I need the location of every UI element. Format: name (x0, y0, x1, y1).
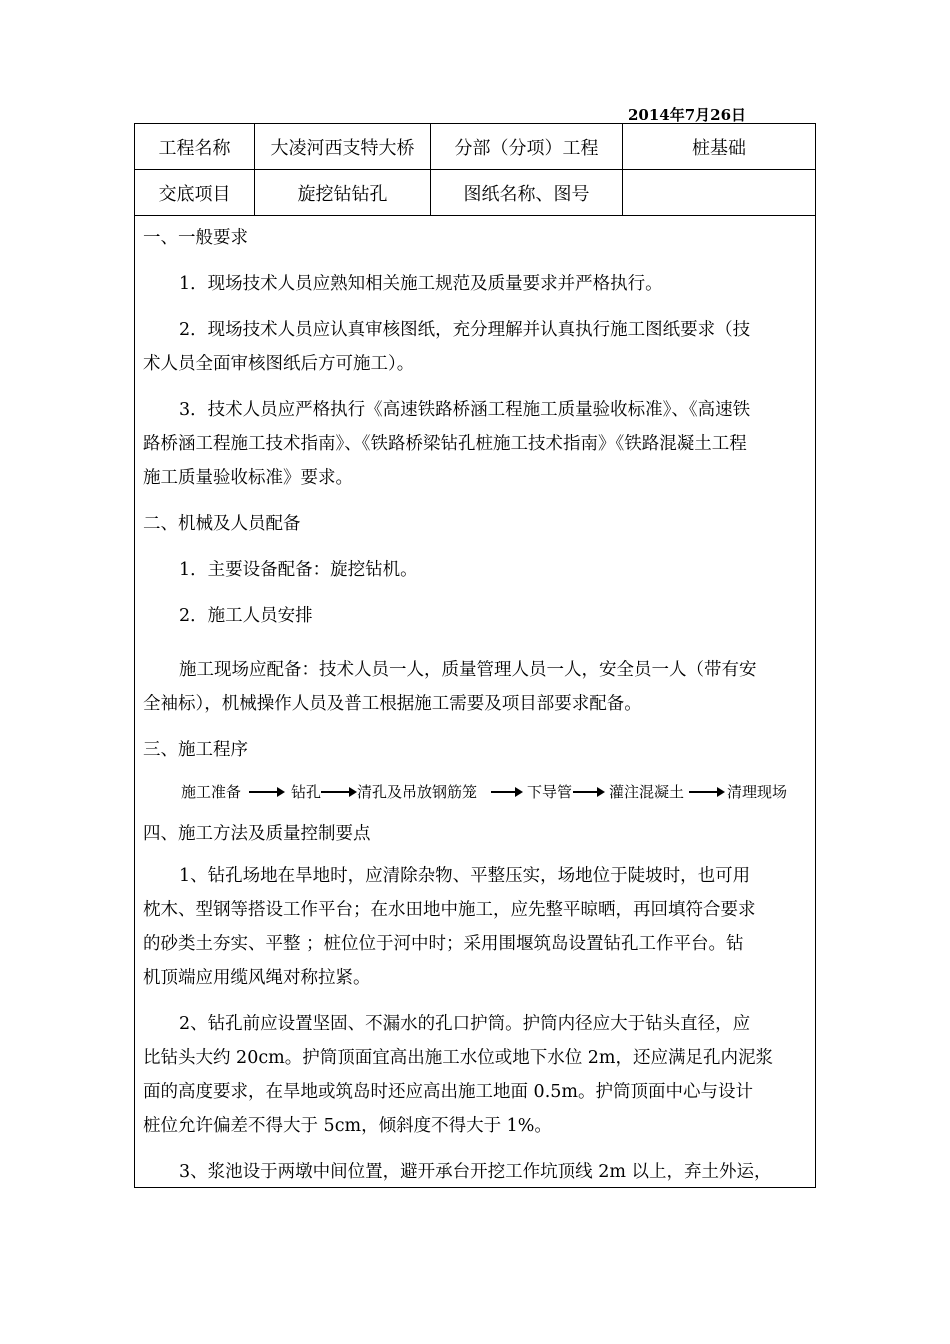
header-row-1 (135, 124, 815, 170)
text-line: 比钻头大约 20cm。护筒顶面宜高出施工水位或地下水位 2m，还应满足孔内泥浆 (143, 1048, 774, 1068)
label-sub-project: 分部（分项）工程 (431, 124, 623, 169)
text-line: 2、钻孔前应设置坚固、不漏水的孔口护筒。护筒内径应大于钻头直径，应 (179, 1014, 751, 1034)
arrow-right-icon (573, 791, 603, 793)
value-drawing-number (623, 170, 815, 215)
text-line: 3、浆池设于两墩中间位置，避开承台开挖工作坑顶线 2m 以上，弃土外运， (179, 1162, 772, 1182)
value-project-name: 大凌河西支特大桥 (255, 124, 431, 169)
flow-step: 清理现场 (727, 783, 788, 801)
text-line: 的砂类土夯实、平整 ；桩位位于河中时；采用围堰筑岛设置钻孔工作平台。钻 (143, 934, 744, 954)
heading-machinery-personnel: 二、机械及人员配备 (143, 514, 301, 534)
text-line: 2．施工人员安排 (179, 606, 313, 626)
text-line: 2．现场技术人员应认真审核图纸，充分理解并认真执行施工图纸要求（技 (179, 320, 751, 340)
value-disclosure-item: 旋挖钻钻孔 (255, 170, 431, 215)
flow-step: 下导管 (527, 783, 573, 801)
arrow-right-icon (689, 791, 723, 793)
document-date: 2014年7月26日 (628, 106, 747, 124)
arrow-right-icon (321, 791, 355, 793)
label-project-name: 工程名称 (135, 124, 255, 169)
text-line: 全袖标），机械操作人员及普工根据施工需要及项目部要求配备。 (143, 694, 642, 714)
label-drawing-number: 图纸名称、图号 (431, 170, 623, 215)
text-line: 枕木、型钢等搭设工作平台；在水田地中施工，应先整平晾晒，再回填符合要求 (143, 900, 756, 920)
text-line: 1．主要设备配备：旋挖钻机。 (179, 560, 418, 580)
heading-construction-method: 四、施工方法及质量控制要点 (143, 824, 371, 844)
flow-step: 清孔及吊放钢筋笼 (357, 783, 478, 801)
text-line: 桩位允许偏差不得大于 5cm，倾斜度不得大于 1%。 (143, 1116, 552, 1136)
arrow-right-icon (491, 791, 521, 793)
text-line: 机顶端应用缆风绳对称拉紧。 (143, 968, 371, 988)
flow-step: 施工准备 (181, 783, 242, 801)
text-line: 路桥涵工程施工技术指南》、《铁路桥梁钻孔桩施工技术指南》《铁路混凝土工程 (143, 434, 747, 454)
label-disclosure-item: 交底项目 (135, 170, 255, 215)
text-line: 施工现场应配备：技术人员一人，质量管理人员一人，安全员一人（带有安 (179, 660, 757, 680)
text-line: 3．技术人员应严格执行《高速铁路桥涵工程施工质量验收标准》、《高速铁 (179, 400, 751, 420)
text-line: 术人员全面审核图纸后方可施工）。 (143, 354, 415, 374)
heading-construction-procedure: 三、施工程序 (143, 740, 248, 760)
disclosure-table (134, 123, 816, 1188)
arrow-right-icon (249, 791, 283, 793)
flow-step: 钻孔 (291, 783, 322, 801)
flow-step: 灌注混凝土 (609, 783, 685, 801)
heading-general-requirements: 一、一般要求 (143, 228, 248, 248)
value-sub-project: 桩基础 (692, 137, 746, 159)
text-line: 1．现场技术人员应熟知相关施工规范及质量要求并严格执行。 (179, 274, 663, 294)
text-line: 1、钻孔场地在旱地时，应清除杂物、平整压实，场地位于陡坡时，也可用 (179, 866, 751, 886)
header-row-2 (135, 170, 815, 216)
text-line: 施工质量验收标准》要求。 (143, 468, 353, 488)
text-line: 面的高度要求，在旱地或筑岛时还应高出施工地面 0.5m。护筒顶面中心与设计 (143, 1082, 753, 1102)
